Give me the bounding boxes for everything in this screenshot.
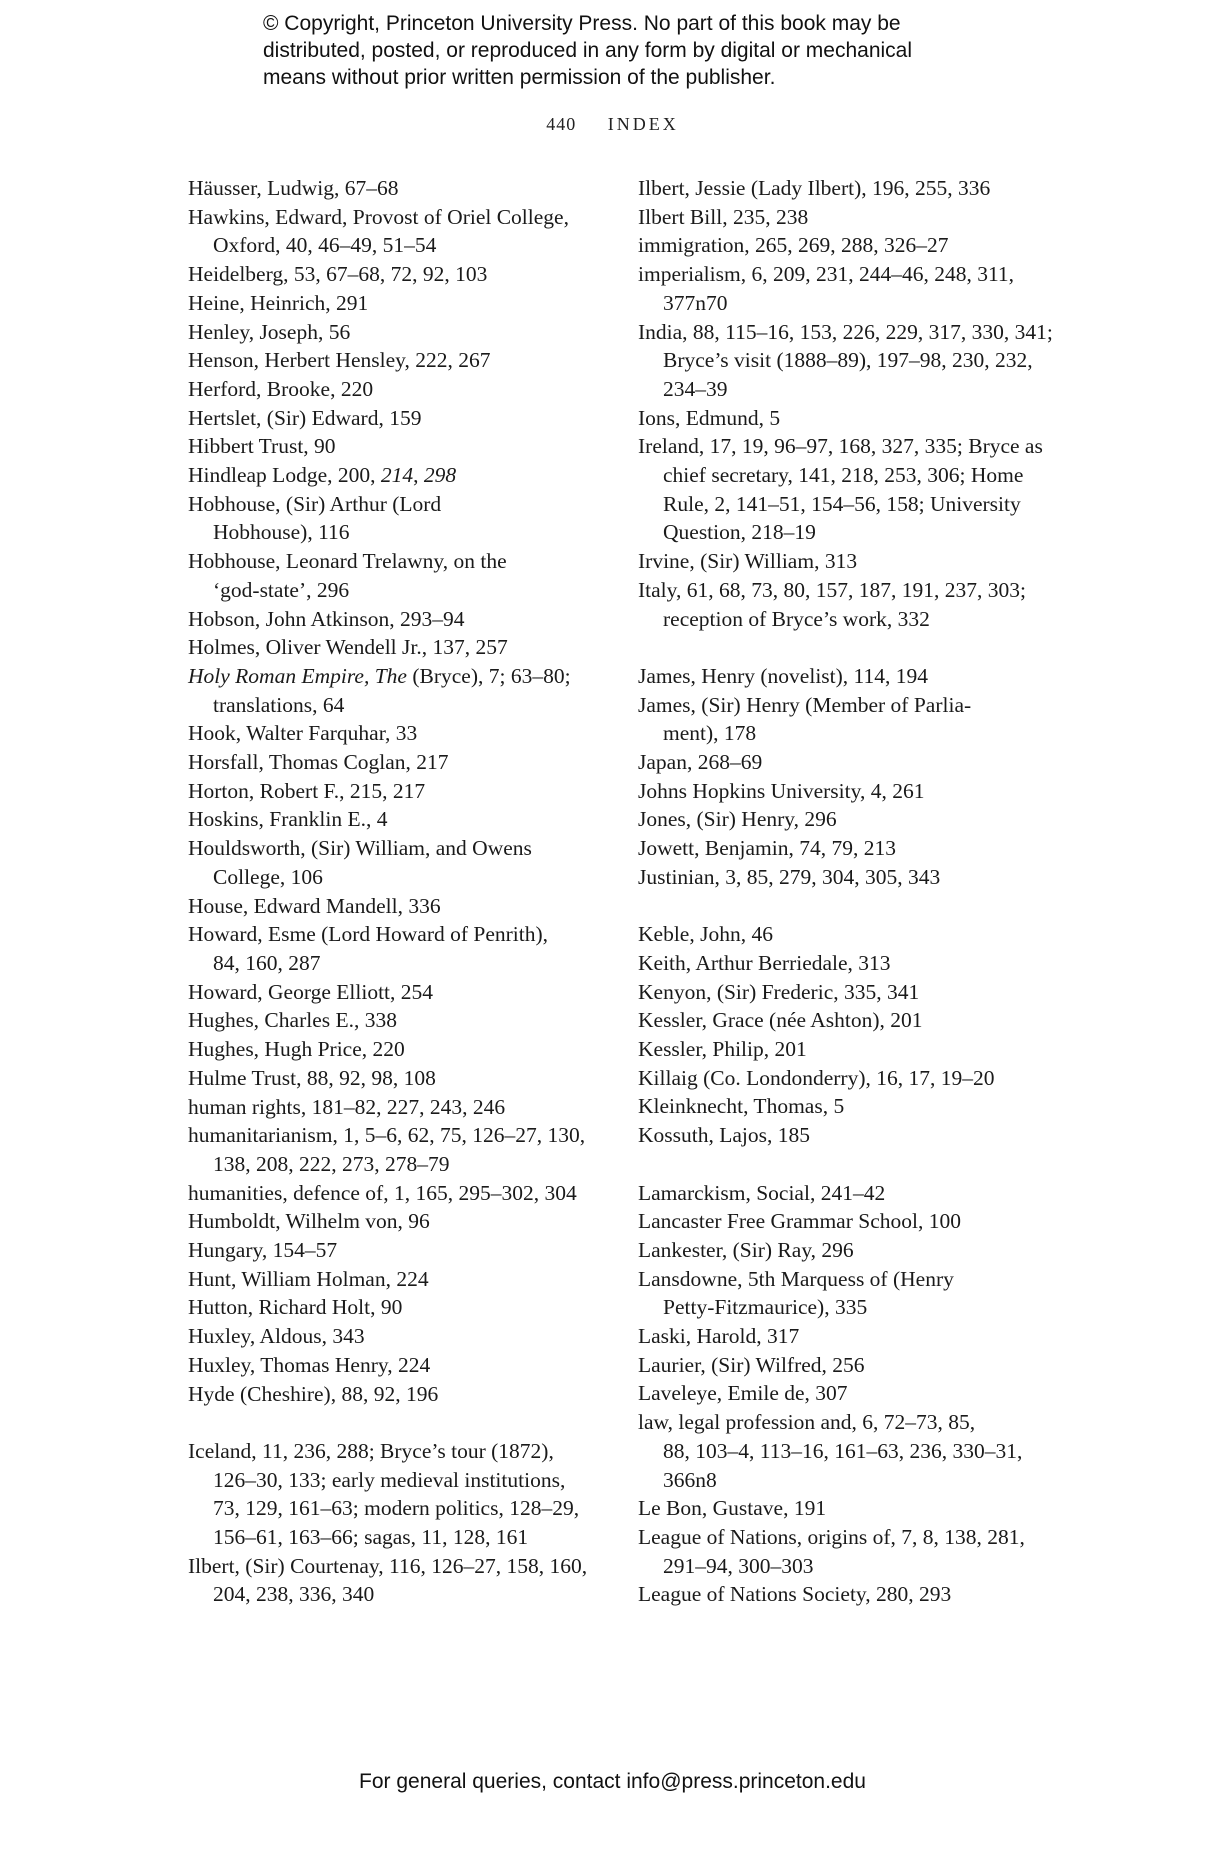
index-entry-line: Bryce’s visit (1888–89), 197–98, 230, 232, bbox=[663, 348, 1033, 373]
index-entry bbox=[188, 1064, 608, 1093]
index-entry-line: Hughes, Hugh Price, 220 bbox=[188, 1037, 405, 1062]
index-entry bbox=[188, 1293, 608, 1322]
copyright-notice bbox=[263, 10, 1023, 91]
index-entry bbox=[638, 203, 1058, 232]
index-entry bbox=[638, 691, 1058, 748]
index-entry-line: Häusser, Ludwig, 67–68 bbox=[188, 176, 399, 200]
index-entry-line: Italy, 61, 68, 73, 80, 157, 187, 191, 237, 303; bbox=[638, 577, 1026, 602]
index-entry bbox=[638, 1092, 1058, 1121]
index-entry bbox=[188, 1552, 608, 1609]
index-entry bbox=[188, 375, 608, 404]
index-entry-line: Hungary, 154–57 bbox=[188, 1238, 338, 1263]
index-entry-line: Le Bon, Gustave, 191 bbox=[638, 1496, 827, 1521]
index-entry-line: James, (Sir) Henry (Member of Parlia- bbox=[638, 692, 972, 717]
index-entry bbox=[638, 1121, 1058, 1150]
index-entry-line: Jowett, Benjamin, 74, 79, 213 bbox=[638, 836, 896, 861]
index-column-right bbox=[638, 174, 1058, 1609]
index-entry bbox=[638, 662, 1058, 691]
index-entry-line: James, Henry (novelist), 114, 194 bbox=[638, 663, 928, 688]
index-entry-line: 291–94, 300–303 bbox=[663, 1553, 814, 1578]
running-head bbox=[0, 114, 1225, 135]
page-number: 440 bbox=[546, 114, 577, 134]
index-entry-line: Ilbert Bill, 235, 238 bbox=[638, 204, 809, 229]
index-entry-line: Japan, 268–69 bbox=[638, 750, 763, 775]
index-entry bbox=[188, 605, 608, 634]
index-entry bbox=[188, 203, 608, 260]
index-entry bbox=[188, 662, 608, 719]
index-entry-line: Hobhouse, (Sir) Arthur (Lord bbox=[188, 491, 442, 516]
index-entry bbox=[188, 318, 608, 347]
index-entry bbox=[638, 777, 1058, 806]
index-entry-line: Heine, Heinrich, 291 bbox=[188, 290, 369, 315]
index-entry bbox=[188, 1351, 608, 1380]
index-entry bbox=[638, 1207, 1058, 1236]
index-entry bbox=[188, 1380, 608, 1409]
index-entry bbox=[188, 633, 608, 662]
index-entry-line: ment), 178 bbox=[663, 721, 757, 746]
index-entry-line: Hibbert Trust, 90 bbox=[188, 434, 336, 459]
copyright-line: means without prior written permission of the publisher. bbox=[263, 66, 776, 89]
index-entry bbox=[188, 490, 608, 547]
index-entry-line: human rights, 181–82, 227, 243, 246 bbox=[188, 1094, 506, 1119]
index-entry-line: Ireland, 17, 19, 96–97, 168, 327, 335; Bryce as bbox=[638, 434, 1043, 459]
index-entry bbox=[188, 1437, 608, 1552]
index-entry bbox=[188, 719, 608, 748]
index-entry-line: League of Nations, origins of, 7, 8, 138, 281, bbox=[638, 1525, 1025, 1549]
index-entry-line: Ions, Edmund, 5 bbox=[638, 405, 781, 430]
index-entry bbox=[638, 318, 1058, 404]
index-entry-line: Irvine, (Sir) William, 313 bbox=[638, 549, 858, 574]
index-entry bbox=[638, 1408, 1058, 1494]
index-entry bbox=[188, 289, 608, 318]
index-entry-line: Herford, Brooke, 220 bbox=[188, 376, 374, 401]
index-entry bbox=[638, 404, 1058, 433]
index-entry-line: Justinian, 3, 85, 279, 304, 305, 343 bbox=[638, 864, 941, 889]
index-entry-line: Houldsworth, (Sir) William, and Owens bbox=[188, 836, 532, 861]
index-column-left bbox=[188, 174, 608, 1609]
letter-group-gap bbox=[638, 633, 1058, 662]
index-entry-line: 138, 208, 222, 273, 278–79 bbox=[213, 1151, 450, 1176]
index-entry-line: Oxford, 40, 46–49, 51–54 bbox=[213, 233, 437, 258]
index-entry-line: Lancaster Free Grammar School, 100 bbox=[638, 1209, 961, 1234]
index-entry bbox=[638, 1580, 1058, 1609]
index-entry-line: Kossuth, Lajos, 185 bbox=[638, 1123, 810, 1148]
index-entry bbox=[638, 1179, 1058, 1208]
index-entry bbox=[638, 1379, 1058, 1408]
index-entry-segment: Holy Roman Empire, The bbox=[188, 663, 407, 688]
index-entry-line: Hutton, Richard Holt, 90 bbox=[188, 1295, 403, 1320]
index-entry bbox=[188, 748, 608, 777]
index-entry bbox=[188, 777, 608, 806]
index-entry-line: Huxley, Thomas Henry, 224 bbox=[188, 1352, 431, 1377]
index-entry bbox=[188, 834, 608, 891]
index-entry bbox=[638, 174, 1058, 203]
index-entry-line: Howard, Esme (Lord Howard of Penrith), bbox=[188, 922, 549, 947]
index-entry bbox=[188, 920, 608, 977]
index-entry-line: Laski, Harold, 317 bbox=[638, 1324, 800, 1349]
index-entry-line: India, 88, 115–16, 153, 226, 229, 317, 330, 341; bbox=[638, 319, 1053, 344]
index-entry bbox=[638, 920, 1058, 949]
index-entry bbox=[638, 1064, 1058, 1093]
index-entry bbox=[188, 892, 608, 921]
index-entry-line: Henson, Herbert Hensley, 222, 267 bbox=[188, 348, 491, 373]
index-entry bbox=[638, 432, 1058, 547]
index-entry-line: Keble, John, 46 bbox=[638, 922, 773, 947]
index-entry bbox=[188, 174, 608, 203]
index-entry-line: Johns Hopkins University, 4, 261 bbox=[638, 778, 925, 803]
index-entry-line: 234–39 bbox=[663, 376, 728, 401]
index-entry-line: Huxley, Aldous, 343 bbox=[188, 1324, 365, 1349]
index-entry-line: Killaig (Co. Londonderry), 16, 17, 19–20 bbox=[638, 1065, 995, 1090]
index-entry bbox=[188, 1035, 608, 1064]
index-entry-line: Question, 218–19 bbox=[663, 520, 816, 545]
index-entry bbox=[188, 1207, 608, 1236]
index-entry-line: 126–30, 133; early medieval institutions, bbox=[213, 1467, 566, 1492]
index-entry-line: ‘god-state’, 296 bbox=[213, 577, 350, 602]
index-entry bbox=[638, 1236, 1058, 1265]
index-entry-segment: 298 bbox=[423, 463, 457, 488]
index-entry-line: Hobhouse), 116 bbox=[213, 520, 350, 545]
index-entry bbox=[188, 1265, 608, 1294]
index-entry bbox=[638, 547, 1058, 576]
index-entry-line: Petty-Fitzmaurice), 335 bbox=[663, 1295, 868, 1320]
index-entry-line: reception of Bryce’s work, 332 bbox=[663, 606, 930, 631]
index-entry-line: Lansdowne, 5th Marquess of (Henry bbox=[638, 1266, 954, 1291]
index-entry-line: Hawkins, Edward, Provost of Oriel College, bbox=[188, 204, 569, 229]
index-entry bbox=[638, 805, 1058, 834]
index-entry-line: Henley, Joseph, 56 bbox=[188, 319, 351, 344]
index-entry bbox=[188, 1236, 608, 1265]
index-entry bbox=[188, 432, 608, 461]
copyright-line: © Copyright, Princeton University Press. No part of this book may be bbox=[263, 12, 901, 35]
index-entry bbox=[638, 834, 1058, 863]
index-entry-segment: Hindleap Lodge, 200, bbox=[188, 463, 381, 488]
index-entry-line: Howard, George Elliott, 254 bbox=[188, 979, 434, 1004]
index-entry bbox=[638, 1494, 1058, 1523]
index-entry-segment: , bbox=[413, 463, 424, 488]
index-entry-line: Rule, 2, 141–51, 154–56, 158; University bbox=[663, 491, 1021, 516]
index-entry-line: Humboldt, Wilhelm von, 96 bbox=[188, 1209, 430, 1234]
index-entry-line: Heidelberg, 53, 67–68, 72, 92, 103 bbox=[188, 262, 488, 287]
index-entry-line: chief secretary, 141, 218, 253, 306; Home bbox=[663, 463, 1024, 488]
index-entry bbox=[188, 404, 608, 433]
index-entry bbox=[188, 978, 608, 1007]
index-entry-line: Lamarckism, Social, 241–42 bbox=[638, 1180, 886, 1205]
footer-contact: For general queries, contact info@press.princeton.edu bbox=[359, 1770, 866, 1793]
index-entry bbox=[188, 260, 608, 289]
index-entry bbox=[638, 863, 1058, 892]
index-entry-line: Kessler, Philip, 201 bbox=[638, 1037, 807, 1062]
index-entry-line: Keith, Arthur Berriedale, 313 bbox=[638, 950, 891, 975]
index-entry-line: Hertslet, (Sir) Edward, 159 bbox=[188, 405, 422, 430]
index-entry bbox=[188, 1006, 608, 1035]
index-entry-line: Horsfall, Thomas Coglan, 217 bbox=[188, 750, 449, 775]
index-entry bbox=[638, 1523, 1058, 1580]
index-entry-line: humanitarianism, 1, 5–6, 62, 75, 126–27, 130, bbox=[188, 1123, 586, 1148]
index-entry-line: Iceland, 11, 236, 288; Bryce’s tour (1872), bbox=[188, 1438, 554, 1463]
index-entry-line: translations, 64 bbox=[213, 692, 345, 717]
index-entry bbox=[638, 949, 1058, 978]
index-entry-line: Lankester, (Sir) Ray, 296 bbox=[638, 1237, 854, 1262]
index-entry bbox=[638, 978, 1058, 1007]
index-entry-line: Hyde (Cheshire), 88, 92, 196 bbox=[188, 1381, 439, 1406]
index-entry bbox=[638, 576, 1058, 633]
index-entry-line: Laveleye, Emile de, 307 bbox=[638, 1381, 848, 1406]
index-entry-line: Hoskins, Franklin E., 4 bbox=[188, 807, 388, 832]
index-entry-segment: (Bryce), 7; 63–80; bbox=[406, 663, 571, 688]
index-entry-line: Kleinknecht, Thomas, 5 bbox=[638, 1094, 845, 1119]
index-entry-line: Holmes, Oliver Wendell Jr., 137, 257 bbox=[188, 635, 508, 660]
index-entry-line: law, legal profession and, 6, 72–73, 85, bbox=[638, 1410, 976, 1435]
index-entry bbox=[188, 1179, 608, 1208]
index-entry bbox=[638, 260, 1058, 317]
index-entry-line: Laurier, (Sir) Wilfred, 256 bbox=[638, 1352, 865, 1377]
index-entry-line: Kenyon, (Sir) Frederic, 335, 341 bbox=[638, 979, 920, 1004]
index-entry-segment: 214 bbox=[380, 463, 414, 488]
index-entry bbox=[638, 1322, 1058, 1351]
index-entry-line: 204, 238, 336, 340 bbox=[213, 1582, 375, 1607]
index-entry bbox=[638, 1265, 1058, 1322]
index-entry-line: League of Nations Society, 280, 293 bbox=[638, 1582, 952, 1607]
letter-group-gap bbox=[638, 1150, 1058, 1179]
index-entry bbox=[188, 1121, 608, 1178]
index-entry-line: Jones, (Sir) Henry, 296 bbox=[638, 807, 837, 832]
index-entry bbox=[188, 346, 608, 375]
index-entry-line: 73, 129, 161–63; modern politics, 128–29, bbox=[213, 1496, 580, 1521]
copyright-line: distributed, posted, or reproduced in any form by digital or mechanical bbox=[263, 39, 913, 62]
index-entry bbox=[188, 461, 608, 490]
index-entry-line: 84, 160, 287 bbox=[213, 950, 321, 975]
index-entry bbox=[638, 231, 1058, 260]
letter-group-gap bbox=[188, 1408, 608, 1437]
index-entry bbox=[188, 1093, 608, 1122]
index-entry bbox=[638, 1035, 1058, 1064]
index-entry bbox=[188, 547, 608, 604]
index-entry-line: humanities, defence of, 1, 165, 295–302, 304 bbox=[188, 1180, 577, 1205]
index-entry-line: Ilbert, (Sir) Courtenay, 116, 126–27, 158, 160, bbox=[188, 1553, 588, 1578]
index-entry-line: Hobhouse, Leonard Trelawny, on the bbox=[188, 549, 507, 574]
index-entry bbox=[188, 805, 608, 834]
index-entry-line: Horton, Robert F., 215, 217 bbox=[188, 778, 426, 803]
index-entry-line: Hunt, William Holman, 224 bbox=[188, 1266, 429, 1291]
index-entry bbox=[188, 1322, 608, 1351]
index-entry-line: Hulme Trust, 88, 92, 98, 108 bbox=[188, 1065, 436, 1090]
index-entry bbox=[638, 1006, 1058, 1035]
index-entry-line: Hobson, John Atkinson, 293–94 bbox=[188, 606, 465, 631]
running-title: INDEX bbox=[607, 114, 679, 134]
index-entry-line: Kessler, Grace (née Ashton), 201 bbox=[638, 1008, 923, 1033]
index-entry-line: immigration, 265, 269, 288, 326–27 bbox=[638, 233, 949, 258]
letter-group-gap bbox=[638, 892, 1058, 921]
index-entry-line: Hughes, Charles E., 338 bbox=[188, 1008, 397, 1033]
index-entry-line: Hook, Walter Farquhar, 33 bbox=[188, 721, 418, 746]
index-entry-line: imperialism, 6, 209, 231, 244–46, 248, 311, bbox=[638, 262, 1015, 287]
index-entry bbox=[638, 1351, 1058, 1380]
index-entry-line: 377n70 bbox=[663, 290, 728, 315]
index-entry-line: College, 106 bbox=[213, 864, 323, 889]
index-entry-line: 88, 103–4, 113–16, 161–63, 236, 330–31, bbox=[663, 1438, 1023, 1463]
index-entry-line: 366n8 bbox=[663, 1467, 717, 1492]
index-entry-line: Ilbert, Jessie (Lady Ilbert), 196, 255, 336 bbox=[638, 176, 991, 200]
index-entry-line: House, Edward Mandell, 336 bbox=[188, 893, 441, 918]
index-entry bbox=[638, 748, 1058, 777]
index-entry-line: 156–61, 163–66; sagas, 11, 128, 161 bbox=[213, 1525, 529, 1550]
